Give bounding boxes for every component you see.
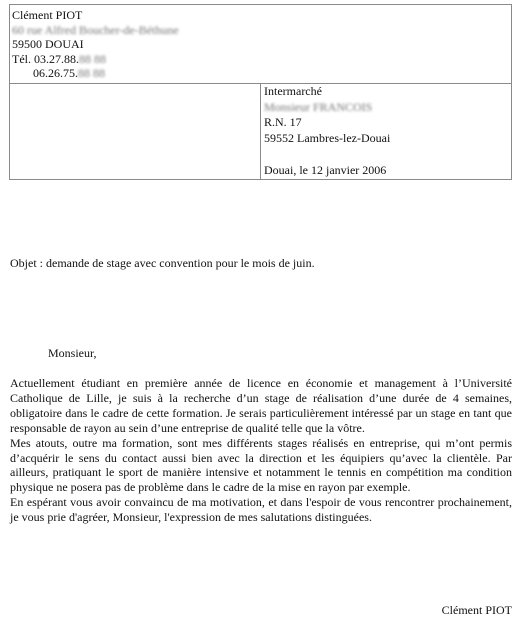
paragraph-closing: En espérant vous avoir convaincu de ma motivation, et dans l'espoir de vous rencontrer prochainement, je vous prie d'agréer, Monsieur, l'expression de mes salutations distinguées. bbox=[10, 495, 512, 525]
recipient-postal-city: 59552 Lambres-lez-Douai bbox=[264, 130, 391, 145]
recipient-company: Intermarché bbox=[264, 84, 322, 98]
signature: Clément PIOT bbox=[441, 603, 512, 617]
phone-1-prefix: 03.27.88. bbox=[34, 51, 79, 66]
phone-1-redacted: 88 88 bbox=[79, 51, 106, 66]
empty-cell bbox=[10, 84, 261, 180]
paragraph-intro: Actuellement étudiant en première année de licence en économie et management à l’Université Catholique de Lille, je suis à la recherche d’un stage de réalisation d’une durée de 4 semaines, obligatoire dans le cadre de cette formation. Je serais particulièrement intéressé par un stage en tant que responsable de rayon au sein d’une entreprise de qualité telle que la vôtre. bbox=[10, 376, 512, 435]
sender-cell bbox=[10, 5, 512, 84]
letter-body bbox=[10, 376, 512, 525]
letter-date: Douai, le 12 janvier 2006 bbox=[264, 163, 387, 177]
phone-2-redacted: 88 88 bbox=[78, 66, 105, 80]
phone-label: Tél. bbox=[12, 51, 31, 66]
sender-street-redacted: 60 rue Alfred Boucher-de-Béthune bbox=[12, 22, 179, 37]
subject-line: Objet : demande de stage avec convention pour le mois de juin. bbox=[10, 256, 315, 270]
sender-postal-city: 59500 DOUAI bbox=[12, 37, 84, 51]
address-table bbox=[9, 4, 512, 180]
recipient-block bbox=[261, 84, 511, 179]
phone-2-prefix: 06.26.75. bbox=[33, 66, 78, 80]
sender-block bbox=[10, 5, 511, 81]
sender-phone-1 bbox=[12, 52, 511, 67]
recipient-road: R.N. 17 bbox=[264, 115, 302, 129]
recipient-contact-redacted: Monsieur FRANCOIS bbox=[264, 99, 373, 114]
sender-name: Clément PIOT bbox=[12, 8, 83, 22]
salutation: Monsieur, bbox=[48, 346, 97, 360]
paragraph-assets: Mes atouts, outre ma formation, sont mes différents stages réalisés en entreprise, qui m’ont permis d’acquérir le sens du contact aussi bien avec la direction et les équipiers qu’avec la clientèle. Par ailleurs, pratiquant le sport de manière intensive et notamment le tennis en compétition ma condition physique ne posera pas de problème dans le cadre de la mise en rayon par exemple. bbox=[10, 435, 512, 495]
recipient-cell bbox=[261, 84, 512, 180]
sender-phone-2 bbox=[12, 66, 511, 81]
